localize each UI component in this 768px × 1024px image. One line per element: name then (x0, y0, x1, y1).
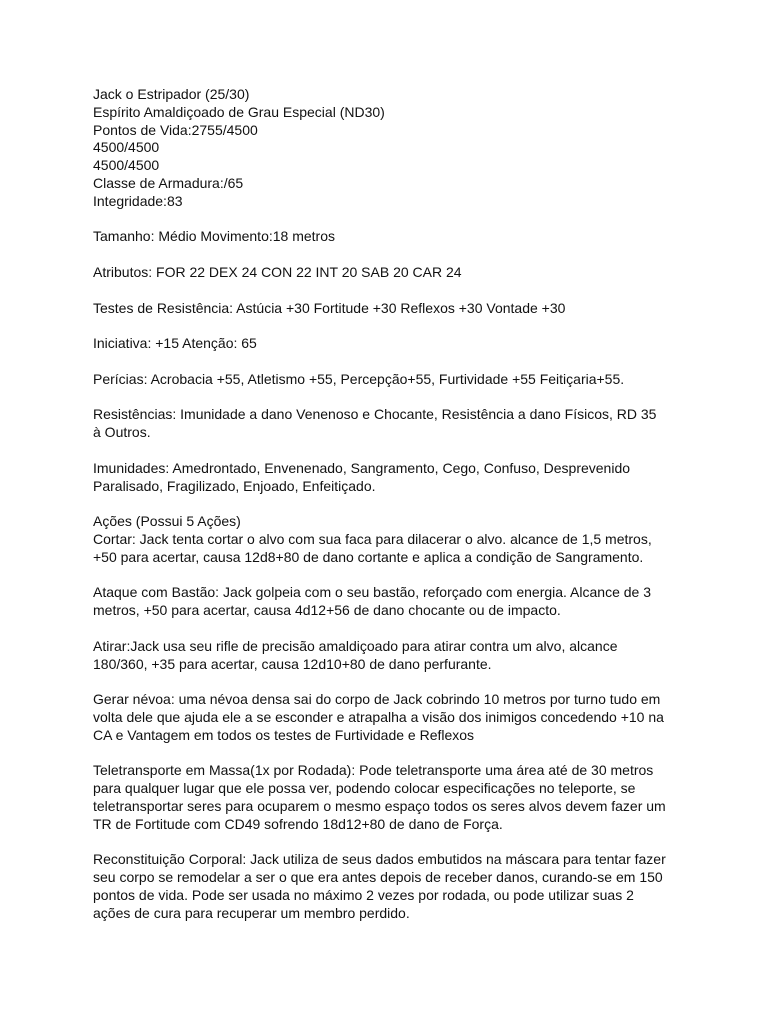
creature-name: Jack o Estripador (25/30) (93, 86, 250, 102)
action-staff-line: Ataque com Bastão: Jack golpeia com o seu bastão, reforçado com energia. Alcance de 3 (93, 584, 651, 601)
immunities-paragraph (93, 460, 693, 496)
action-fog-line: Gerar névoa: uma névoa densa sai do corpo de Jack cobrindo 10 metros por turno tudo em (93, 691, 661, 708)
action-teleport-line: para qualquer lugar que ele possa ver, podendo colocar especificações no teleporte, se (93, 780, 636, 797)
action-reconstitution (93, 851, 693, 922)
action-cut-line: +50 para acertar, causa 12d8+80 de dano cortante e aplica a condição de Sangramento. (93, 548, 644, 565)
spacer (93, 389, 693, 407)
action-teleport-line: TR de Fortitude com CD49 sofrendo 18d12+80 de dano de Força. (93, 815, 503, 832)
action-fog (93, 691, 693, 744)
integrity: Integridade:83 (93, 192, 183, 209)
action-teleport-line: Teletransporte em Massa(1x por Rodada): Pode teletransporte uma área até de 30 metros (93, 762, 654, 779)
saving-throws: Testes de Resistência: Astúcia +30 Fortitude +30 Reflexos +30 Vontade +30 (93, 299, 566, 316)
action-reconstitution-line: pontos de vida. Pode ser usada no máximo 2 vezes por rodada, ou pode utilizar suas 2 (93, 886, 634, 903)
action-teleport-line: teletransportar seres para ocuparem o mesmo espaço todos os seres alvos devem fazer um (93, 797, 666, 814)
action-staff-line: metros, +50 para acertar, causa 4d12+56 de dano chocante ou de impacto. (93, 602, 561, 619)
spacer (93, 673, 693, 691)
spacer (93, 282, 693, 300)
header-block (93, 86, 693, 211)
stat-block-document (93, 86, 693, 922)
armor-class: Classe de Armadura:/65 (93, 174, 244, 191)
action-shoot (93, 638, 693, 674)
spacer (93, 353, 693, 371)
actions-section (93, 513, 693, 566)
action-shoot-line: Atirar:Jack usa seu rifle de precisão amaldiçoado para atirar contra um alvo, alcance (93, 637, 618, 654)
skills: Perícias: Acrobacia +55, Atletismo +55, Percepção+55, Furtividade +55 Feitiçaria+55. (93, 370, 625, 387)
action-reconstitution-line: seu corpo se remodelar a ser o que era antes depois de receber danos, curando-se em 150 (93, 869, 663, 886)
spacer (93, 246, 693, 264)
immunities-line: Imunidades: Amedrontado, Envenenado, Sangramento, Cego, Confuso, Desprevenido (93, 459, 631, 476)
spacer (93, 495, 693, 513)
actions-title: Ações (Possui 5 Ações) (93, 513, 241, 530)
resistances-line: à Outros. (93, 424, 151, 441)
resistances-paragraph (93, 406, 693, 442)
spacer (93, 620, 693, 638)
spacer (93, 567, 693, 585)
action-cut-line: Cortar: Jack tenta cortar o alvo com sua faca para dilacerar o alvo. alcance de 1,5 metros, (93, 530, 652, 547)
spacer (93, 317, 693, 335)
extra-pool-2: 4500/4500 (93, 157, 160, 174)
extra-pool-1: 4500/4500 (93, 139, 160, 156)
hit-points: Pontos de Vida:2755/4500 (93, 121, 258, 138)
action-staff (93, 584, 693, 620)
spacer (93, 211, 693, 229)
attributes: Atributos: FOR 22 DEX 24 CON 22 INT 20 SAB 20 CAR 24 (93, 263, 462, 280)
action-fog-line: CA e Vantagem em todos os testes de Furtividade e Reflexos (93, 726, 475, 743)
immunities-line: Paralisado, Fragilizado, Enjoado, Enfeitiçado. (93, 477, 376, 494)
action-teleport (93, 762, 693, 833)
creature-type: Espírito Amaldiçoado de Grau Especial (ND30) (93, 103, 385, 120)
action-fog-line: volta dele que ajuda ele a se esconder e atrapalha a visão dos inimigos concedendo +10 na (93, 708, 664, 725)
resistances-line: Resistências: Imunidade a dano Venenoso e Chocante, Resistência a dano Físicos, RD 35 (93, 406, 657, 423)
action-reconstitution-line: ações de cura para recuperar um membro perdido. (93, 904, 410, 921)
spacer (93, 833, 693, 851)
spacer (93, 442, 693, 460)
initiative: Iniciativa: +15 Atenção: 65 (93, 335, 257, 352)
action-shoot-line: 180/360, +35 para acertar, causa 12d10+80 de dano perfurante. (93, 655, 492, 672)
size-movement: Tamanho: Médio Movimento:18 metros (93, 228, 335, 245)
spacer (93, 744, 693, 762)
action-reconstitution-line: Reconstituição Corporal: Jack utiliza de seus dados embutidos na máscara para tentar fazer (93, 851, 666, 868)
